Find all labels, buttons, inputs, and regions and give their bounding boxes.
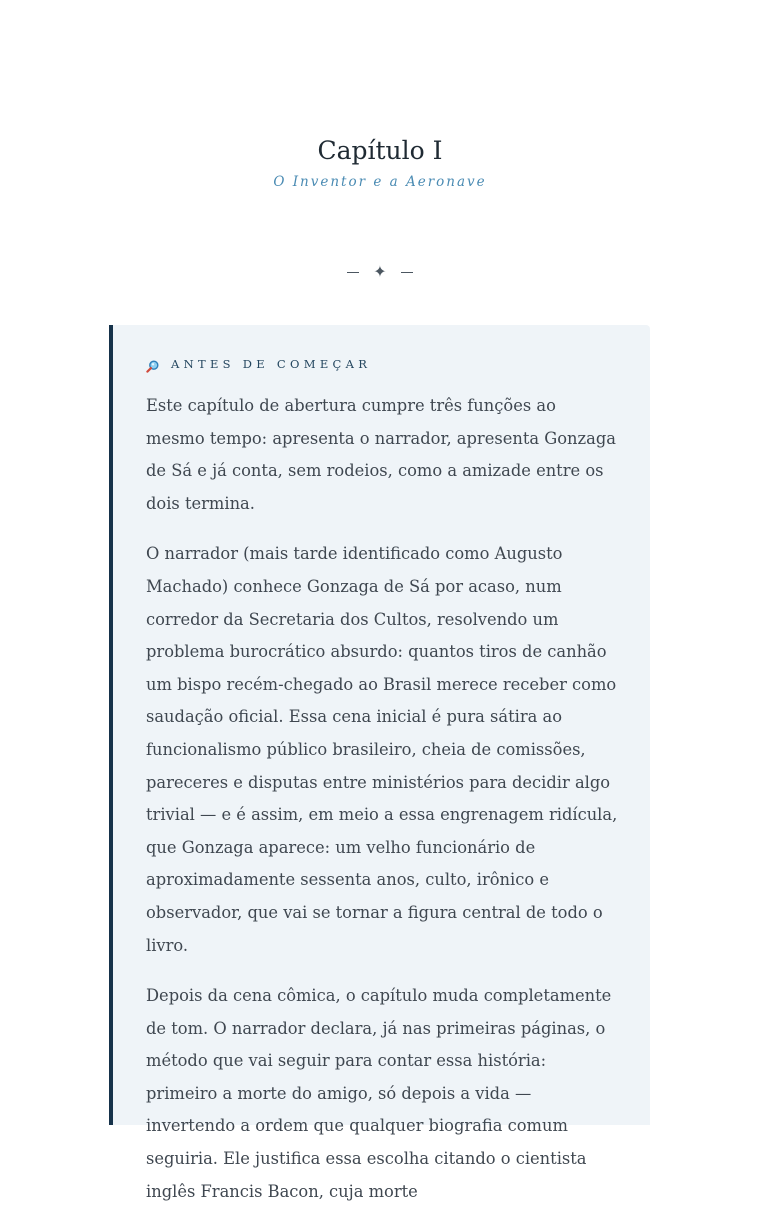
note-paragraph: Este capítulo de abertura cumpre três funções ao mesmo tempo: apresenta o narrador, apresenta Gonzaga de Sá e já conta, sem rodeios, como a amizade entre os dois termina. (146, 396, 616, 513)
before-starting-note (109, 325, 650, 1201)
magnifier-icon (146, 358, 159, 371)
note-body (146, 390, 618, 1208)
chapter-header (0, 134, 760, 190)
note-paragraph: O narrador (mais tarde identificado como Augusto Machado) conhece Gonzaga de Sá por acaso, num corredor da Secretaria dos Cultos, resolvendo um problema burocrático absurdo: quantos tiros de canhão um bispo recém-chegado ao Brasil merece receber como saudação oficial. Essa cena inicial é pura sátira ao funcionalismo público brasileiro, cheia de comissões, pareceres e disputas entre ministérios para decidir algo trivial — e é assim, em meio a essa engrenagem ridícula, que Gonzaga aparece: um velho funcionário de aproximadamente sessenta anos, culto, irônico e observador, que vai se tornar a figura central de todo o livro. (146, 544, 618, 955)
section-divider (0, 260, 760, 284)
note-label-text: ANTES DE COMEÇAR (171, 357, 372, 371)
note-paragraph: Depois da cena cômica, o capítulo muda completamente de tom. O narrador declara, já nas primeiras páginas, o método que vai seguir para contar essa história: primeiro a morte do amigo, só depois a vida — invertendo a ordem que qualquer biografia comum seguiria. Ele justifica essa escolha citando o cientista inglês Francis Bacon, cuja morte (146, 986, 612, 1201)
note-label (146, 355, 618, 373)
divider-dash-right (401, 272, 413, 273)
divider-dash-left (347, 272, 359, 273)
chapter-title: Capítulo I (317, 136, 443, 165)
chapter-subtitle: O Inventor e a Aeronave (273, 174, 487, 190)
star-ornament-icon: ✦ (373, 262, 387, 281)
